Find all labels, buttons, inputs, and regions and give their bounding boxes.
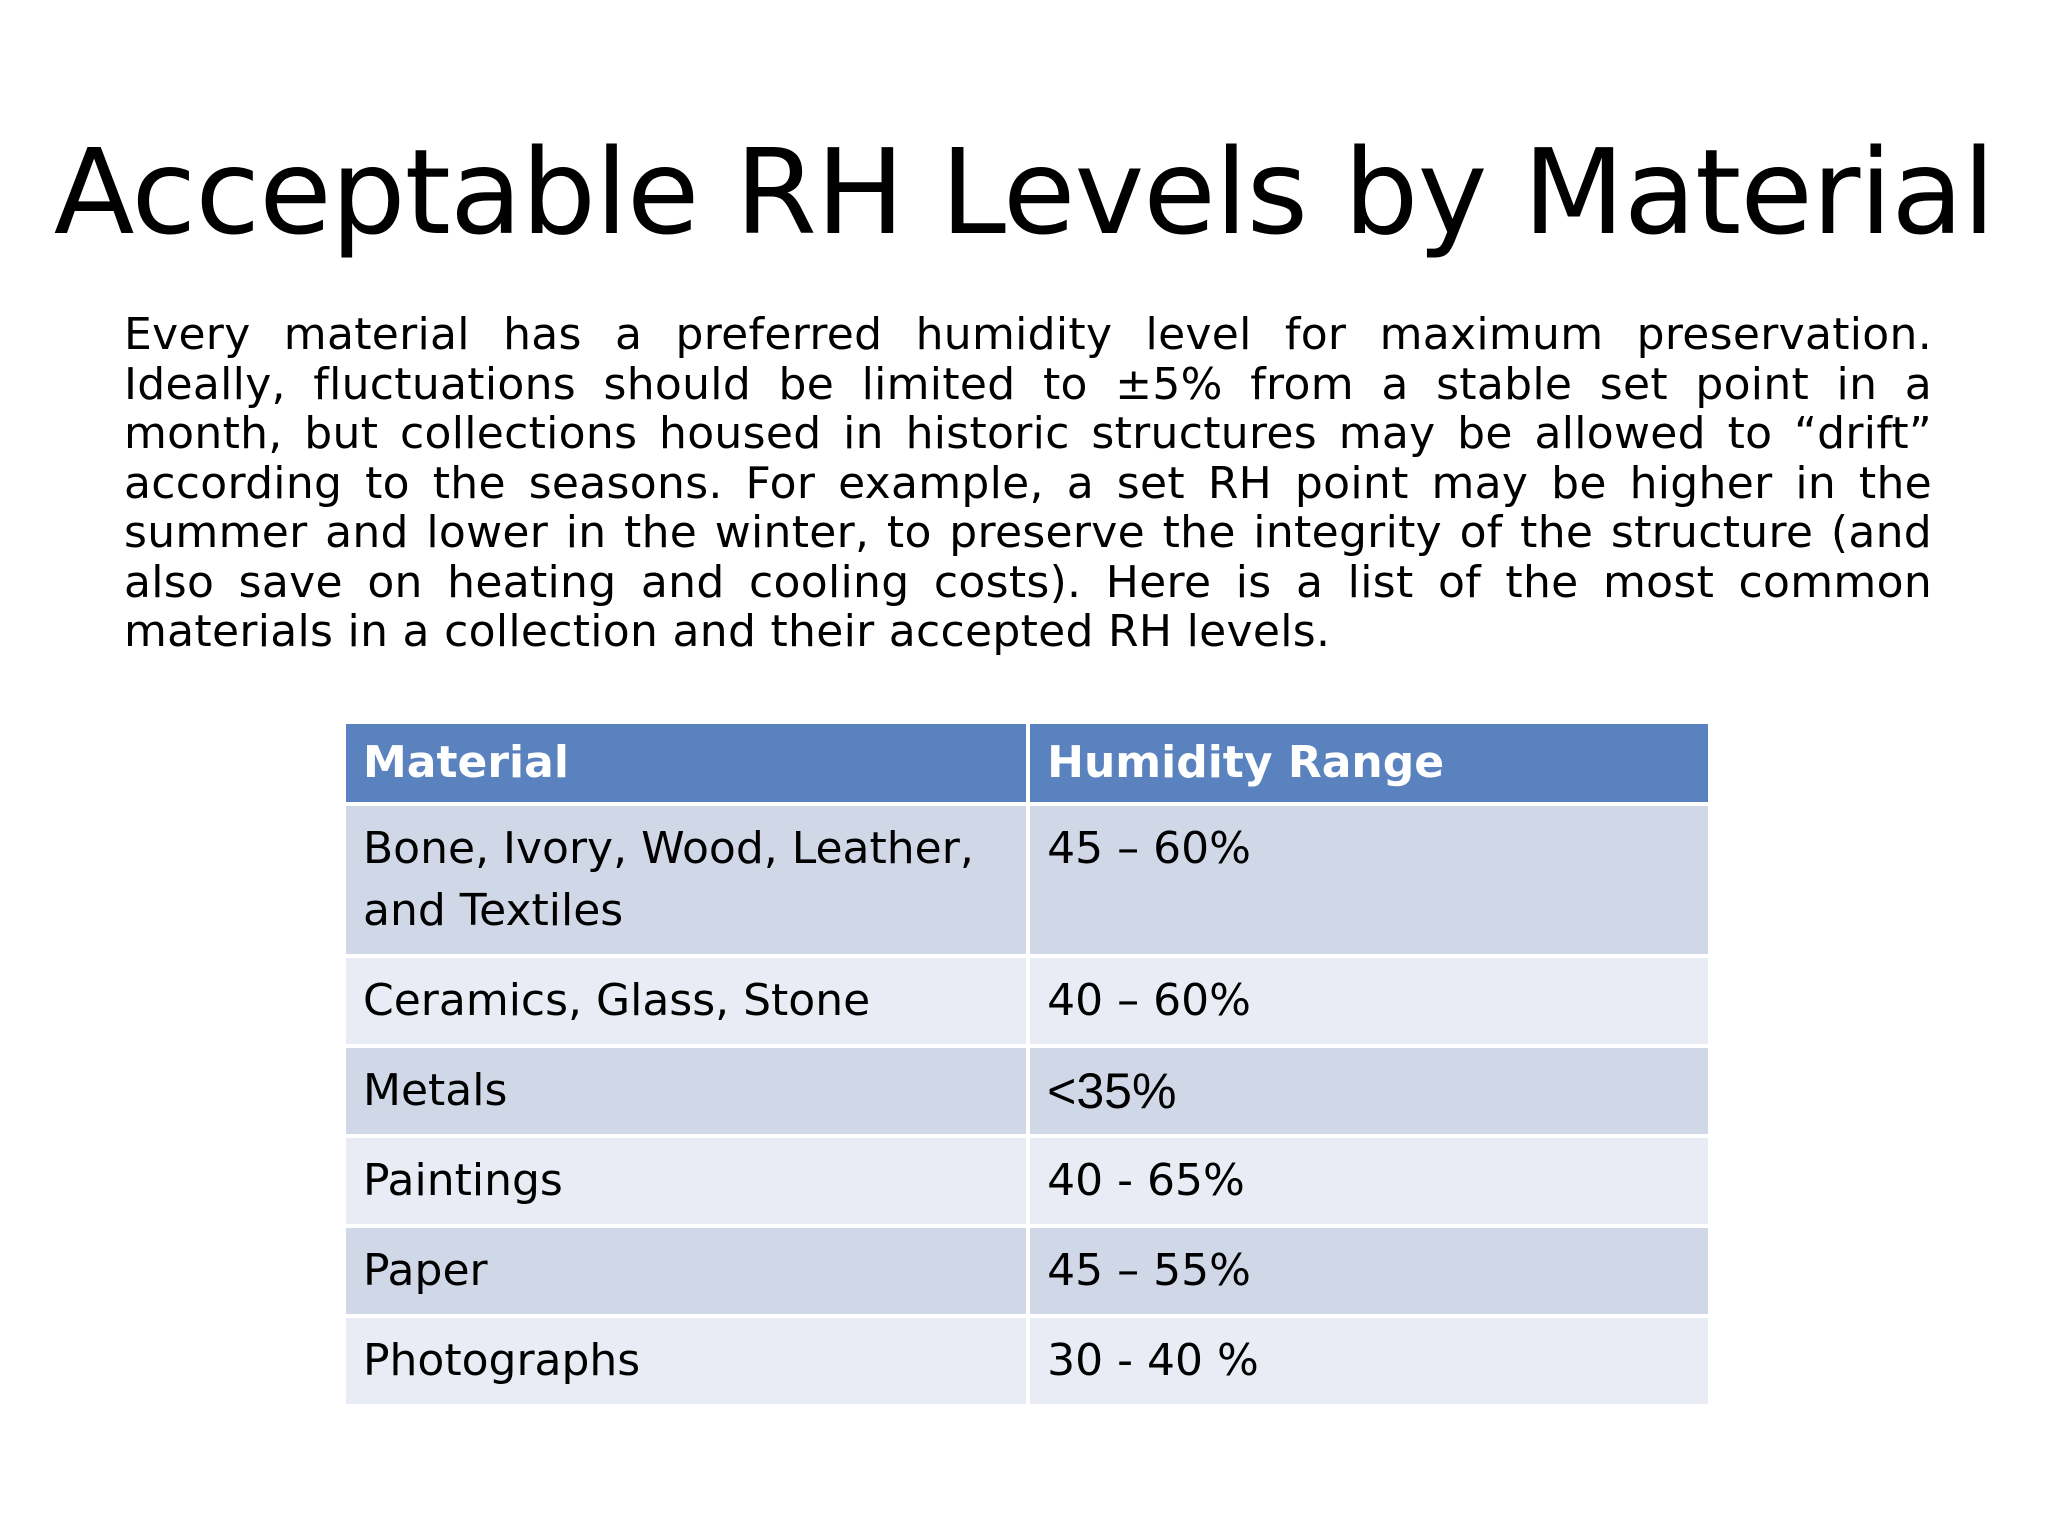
humidity-range-cell: 45 – 60% [1030,806,1708,954]
humidity-range-cell: 40 - 65% [1030,1138,1708,1224]
material-cell: Ceramics, Glass, Stone [346,958,1026,1044]
humidity-range-cell: 30 - 40 % [1030,1318,1708,1404]
humidity-range-cell: <35% [1030,1048,1708,1134]
table-row [346,1228,1708,1314]
header-humidity-range: Humidity Range [1030,724,1708,802]
material-cell: Paper [346,1228,1026,1314]
material-cell: Paintings [346,1138,1026,1224]
table-header-row [346,724,1708,802]
table-row [346,1048,1708,1134]
material-cell: Metals [346,1048,1026,1134]
slide-title: Acceptable RH Levels by Material [53,123,1995,261]
table-row [346,1138,1708,1224]
table-row [346,958,1708,1044]
header-material: Material [346,724,1026,802]
humidity-range-cell: 40 – 60% [1030,958,1708,1044]
humidity-range-cell: 45 – 55% [1030,1228,1708,1314]
material-cell: Bone, Ivory, Wood, Leather, and Textiles [346,806,1026,954]
material-cell: Photographs [346,1318,1026,1404]
table-row [346,1318,1708,1404]
intro-paragraph: Every material has a preferred humidity level for maximum preservation. Ideally, fluctuations should be limited to ±5% from a stable set point in a month, but collections housed in historic structures may be allowed to “drift” according to the seasons. For example, a set RH point may be higher in the summer and lower in the winter, to preserve the integrity of the structure (and also save on heating and cooling costs). Here is a list of the most common materials in a collection and their accepted RH levels. [124,309,1932,657]
humidity-table [342,720,1712,1408]
table-row [346,806,1708,954]
